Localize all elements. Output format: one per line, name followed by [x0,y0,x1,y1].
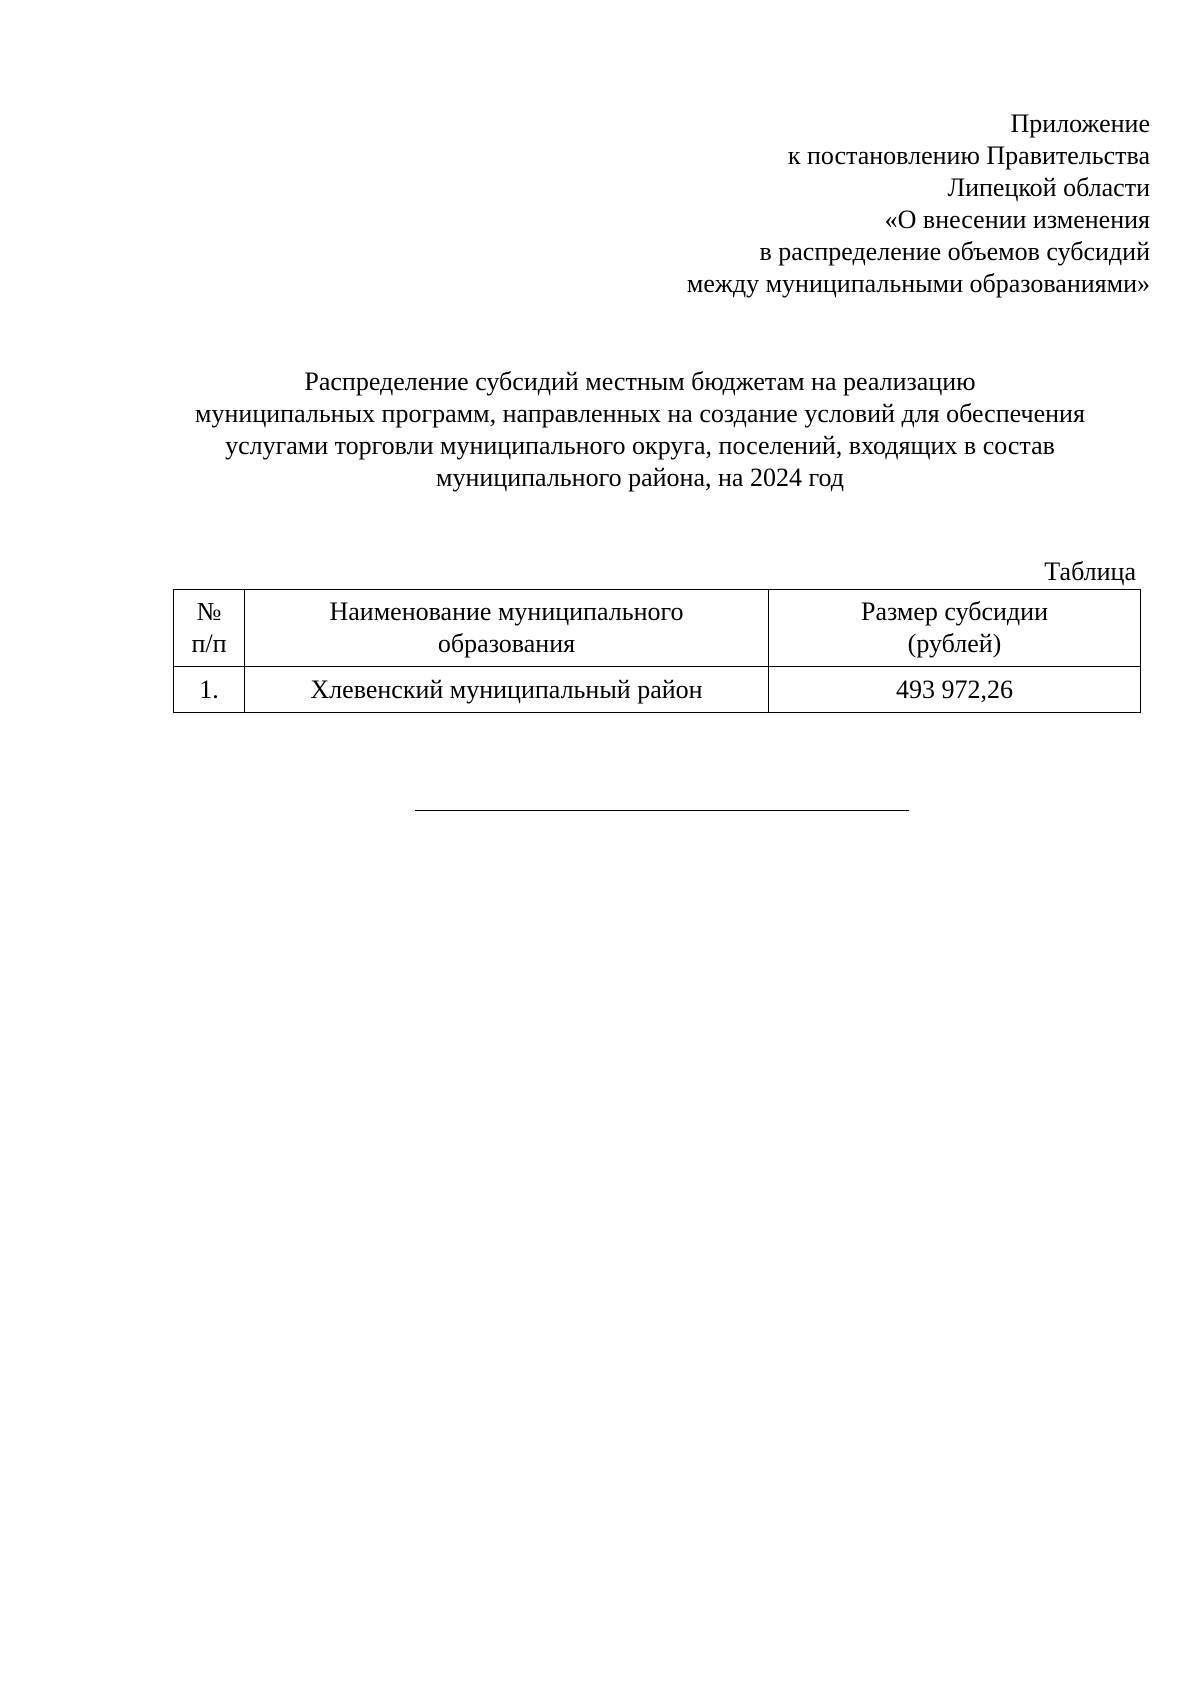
attachment-line: к постановлению Правительства [787,141,1150,170]
attachment-block [550,108,1150,300]
title-line: муниципальных программ, направленных на создание условий для обеспечения [195,399,1085,428]
header-name-line: Наименование муниципального [329,597,684,626]
header-name-line: образования [437,629,576,658]
header-amount [769,590,1141,667]
attachment-line: «О внесении изменения [884,205,1150,234]
title-line: Распределение субсидий местным бюджетам на реализацию [304,367,976,396]
attachment-line: Приложение [1010,109,1150,138]
header-amount-line: Размер субсидии [861,597,1048,626]
subsidy-table [173,589,1141,713]
attachment-line: в распределение объемов субсидий [759,237,1150,266]
attachment-line: между муниципальными образованиями» [686,269,1150,298]
header-num-line: № [196,597,222,626]
table-row [174,667,1141,713]
header-num-line: п/п [191,629,227,658]
title-line: услугами торговли муниципального округа, поселений, входящих в состав [225,431,1055,460]
header-num [174,590,245,667]
row-name: Хлевенский муниципальный район [245,667,769,713]
table-header-row [174,590,1141,667]
table-caption: Таблица [1044,557,1136,586]
row-num: 1. [174,667,245,713]
document-title [160,366,1120,494]
end-divider [415,810,909,811]
header-name [245,590,769,667]
title-line: муниципального района, на 2024 год [436,463,844,492]
attachment-line: Липецкой области [947,173,1150,202]
row-amount: 493 972,26 [769,667,1141,713]
header-amount-line: (рублей) [907,629,1002,658]
